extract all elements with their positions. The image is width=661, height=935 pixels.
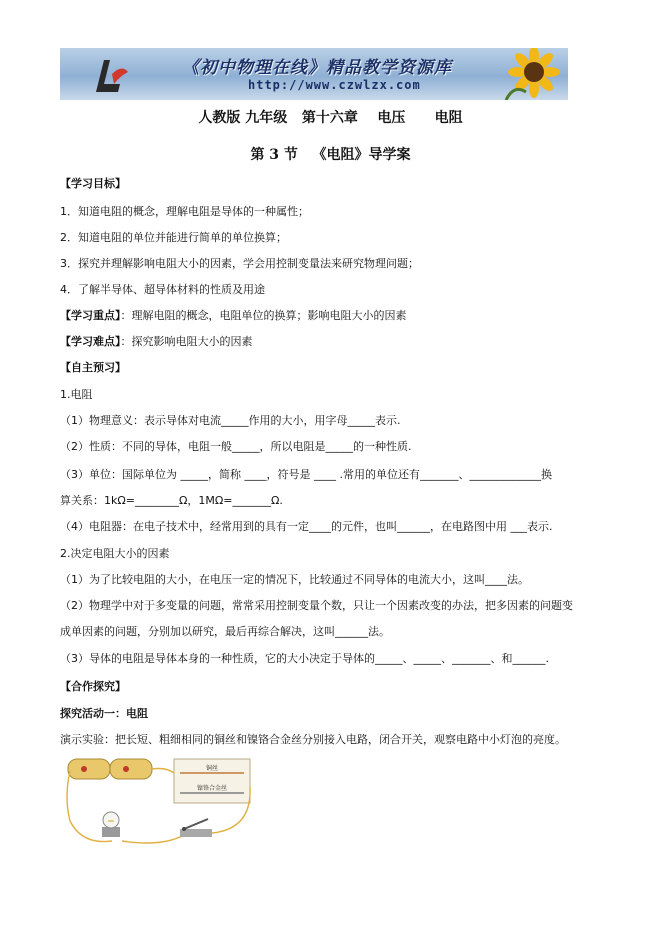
goal-3: 3．探究并理解影响电阻大小的因素，学会用控制变量法来研究物理问题； [60,257,419,270]
wire-label-nichrome: 镍铬合金丝 [196,785,228,792]
preview-line: （1）物理意义：表示导体对电流_____作用的大小，用字母_____表示. [60,414,401,427]
battery-pack [68,759,152,779]
difficulties-label: 【学习难点】 [60,335,121,348]
activity-description: 演示实验：把长短、粗细相同的铜丝和镍铬合金丝分别接入电路，闭合开关，观察电路中小灯泡的亮度。 [60,733,566,746]
preview-line: （3）导体的电阻是导体本身的一种性质，它的大小决定于导体的_____、_____、_______、和______. [60,652,549,665]
difficulties-text: ：探究影响电阻大小的因素 [120,335,253,348]
preview-line: （2）性质：不同的导体，电阻一般_____，所以电阻是_____的一种性质. [60,440,412,453]
key-points [60,309,407,323]
banner-title: 《初中物理在线》精品教学资源库 [182,58,452,78]
preview-line: 算关系：1kΩ=________Ω，1MΩ=_______Ω. [60,494,283,507]
wire-board [174,759,250,803]
section-label-explore: 【合作探究】 [60,680,126,693]
chapter-heading: 人教版 九年级 第十六章 电压 电阻 [198,110,463,126]
sunflower-icon [496,48,568,100]
switch-icon [180,819,212,837]
key-points-text: ：理解电阻的概念，电阻单位的换算；影响电阻大小的因素 [120,309,407,322]
preview-line: （1）为了比较电阻的大小，在电压一定的情况下，比较通过不同导体的电流大小，这叫____法。 [60,573,529,586]
preview-line: （2）物理学中对于多变量的问题，常常采用控制变量个数，只让一个因素改变的办法，把多因素的问题变 [60,599,573,612]
activity-title: 探究活动一：电阻 [60,707,148,720]
preview-item-2: 2.决定电阻大小的因素 [60,547,170,560]
difficulties [60,335,253,349]
goal-4: 4．了解半导体、超导体材料的性质及用途 [60,283,265,296]
banner-url: http://www.czwlzx.com [248,78,421,92]
goal-1: 1．知道电阻的概念，理解电阻是导体的一种属性； [60,205,309,218]
key-points-label: 【学习重点】 [60,309,121,322]
circuit-diagram [62,757,252,847]
section-label-preview: 【自主预习】 [60,361,126,374]
preview-line: （4）电阻器：在电子技术中，经常用到的具有一定____的元件，也叫______，在电路图中用 ___表示. [60,520,553,533]
goal-2: 2．知道电阻的单位并能进行简单的单位换算； [60,231,287,244]
preview-line: （3）单位：国际单位为 _____，简称 ____，符号是 ____ .常用的单位还有_______、_____________换 [60,468,552,481]
site-logo-icon [90,54,130,96]
section-heading: 第 3 节 《电阻》导学案 [250,147,411,163]
lamp-icon [102,812,120,837]
preview-line: 成单因素的问题，分别加以研究，最后再综合解决，这叫______法。 [60,625,390,638]
section-label-goals: 【学习目标】 [60,177,126,190]
header-banner [60,48,568,100]
wire-label-copper: 铜丝 [205,765,219,772]
preview-item-1: 1.电阻 [60,388,93,401]
